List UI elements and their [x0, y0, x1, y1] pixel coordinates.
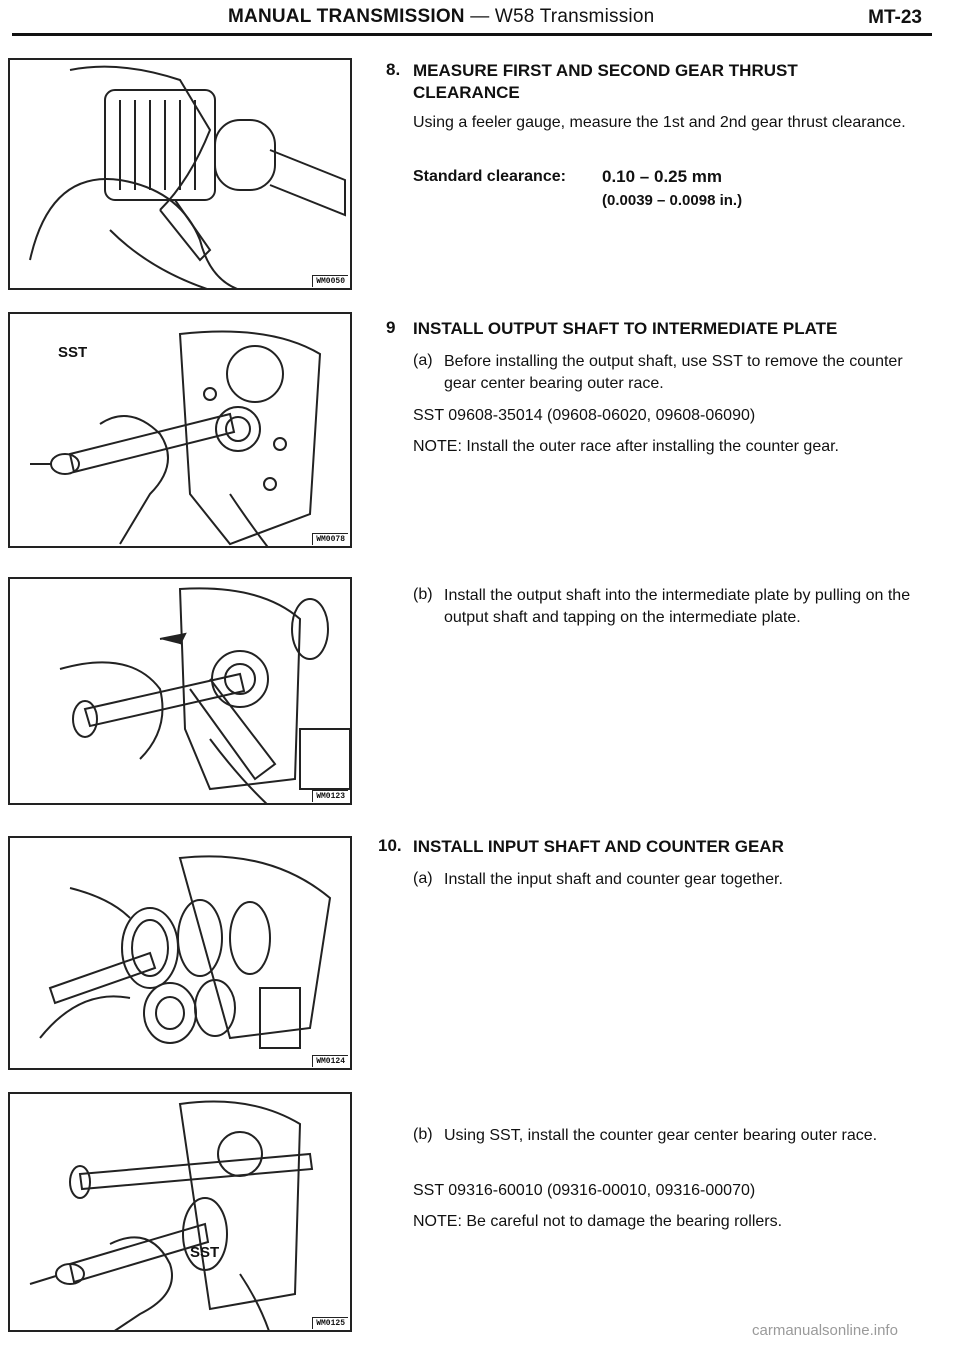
- input-counter-gear-illustration: [10, 838, 352, 1070]
- sst-label: SST: [58, 344, 88, 361]
- step-title: INSTALL INPUT SHAFT AND COUNTER GEAR: [413, 837, 784, 856]
- watermark[interactable]: carmanualsonline.info: [752, 1322, 898, 1339]
- substep-label: (b): [413, 586, 433, 603]
- figure-install-output-shaft: [8, 577, 352, 805]
- page-header: [0, 0, 960, 40]
- sst-number: SST 09608-35014 (09608-06020, 09608-06090): [413, 407, 756, 424]
- feeler-gauge-illustration: [10, 60, 352, 290]
- step-body: Using a feeler gauge, measure the 1st and 2nd gear thrust clearance.: [413, 114, 906, 131]
- figure-sst-remove-race: [8, 312, 352, 548]
- figure-code: WM0050: [312, 275, 348, 287]
- figure-code: WM0125: [312, 1317, 348, 1329]
- step-number: 9: [386, 318, 396, 337]
- substep-label: (b): [413, 1126, 433, 1143]
- figure-input-counter-gear: [8, 836, 352, 1070]
- sst-install-illustration: [10, 1094, 352, 1332]
- substep-label: (a): [413, 352, 433, 369]
- figure-sst-install-race: [8, 1092, 352, 1332]
- step-title: INSTALL OUTPUT SHAFT TO INTERMEDIATE PLATE: [413, 319, 838, 338]
- substep-text: Using SST, install the counter gear center bearing outer race.: [444, 1127, 878, 1144]
- standard-clearance-label: Standard clearance:: [413, 168, 566, 185]
- page-title: MANUAL TRANSMISSION — W58 Transmission: [228, 6, 655, 27]
- figure-feeler-gauge: [8, 58, 352, 290]
- step-number: 10.: [378, 836, 402, 855]
- sst-label: SST: [190, 1244, 220, 1261]
- standard-clearance-mm: 0.10 – 0.25 mm: [602, 167, 723, 186]
- figure-code: WM0124: [312, 1055, 348, 1067]
- figure-code: WM0123: [312, 790, 348, 802]
- standard-clearance-in: (0.0039 – 0.0098 in.): [602, 192, 743, 209]
- substep-label: (a): [413, 870, 433, 887]
- output-shaft-illustration: [10, 579, 352, 805]
- figure-code: WM0078: [312, 533, 348, 545]
- step-number: 8.: [386, 60, 401, 79]
- note: NOTE: Be careful not to damage the bearing rollers.: [413, 1213, 783, 1230]
- header-rule: [12, 33, 932, 36]
- substep-text: Before installing the output shaft, use SST to remove the counter gear center bearing outer race.: [444, 353, 903, 392]
- sst-number: SST 09316-60010 (09316-00010, 09316-00070): [413, 1182, 756, 1199]
- step-title: MEASURE FIRST AND SECOND GEAR THRUST CLEARANCE: [413, 61, 798, 102]
- substep-text: Install the output shaft into the intermediate plate by pulling on the output shaft and tapping on the intermediate plate.: [444, 587, 911, 626]
- substep-text: Install the input shaft and counter gear together.: [444, 871, 783, 888]
- note: NOTE: Install the outer race after installing the counter gear.: [413, 438, 839, 455]
- page-number: MT-23: [868, 7, 922, 28]
